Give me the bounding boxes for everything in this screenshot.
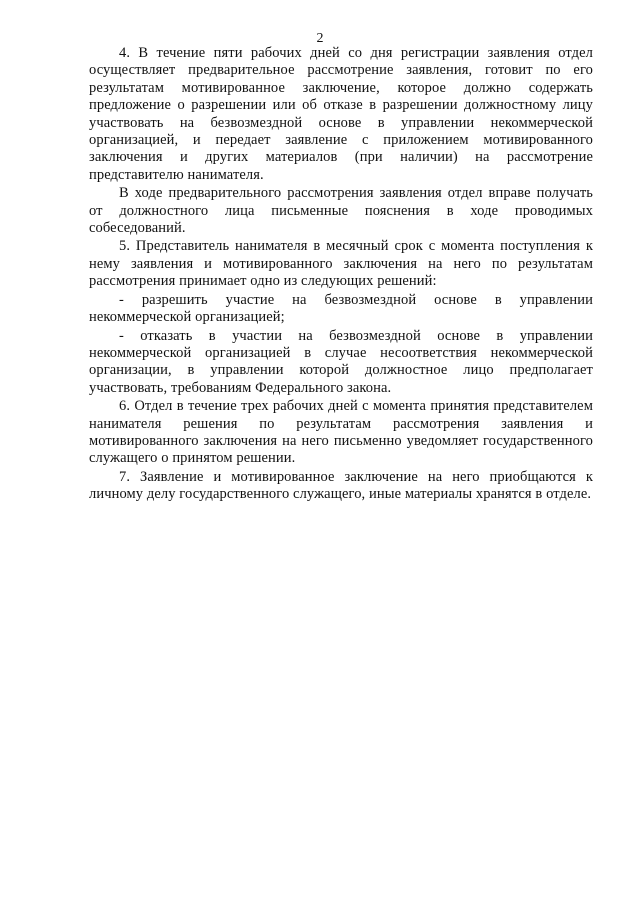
document-body bbox=[89, 45, 593, 505]
paragraph-item-7: 7. Заявление и мотивированное заключение на него приобщаются к личному делу государственного служащего, иные материалы хранятся в отделе. bbox=[89, 468, 593, 503]
page-number: 2 bbox=[316, 31, 324, 46]
paragraph-item-6: 6. Отдел в течение трех рабочих дней с момента принятия представителем нанимателя решения по результатам рассмотрения заявления и мотивированного заключения на него письменно уведомляет государственного служащего о принятом решении. bbox=[89, 398, 593, 467]
paragraph-item-5: 5. Представитель нанимателя в месячный срок с момента поступления к нему заявления и мотивированного заключения на него по результатам рассмотрения принимает одно из следующих решений: bbox=[89, 238, 593, 290]
paragraph-decision-refuse: - отказать в участии на безвозмездной основе в управлении некоммерческой организацией в случае несоответствия некоммерческой организации, в управлении которой должностное лицо предполагает участвовать, требованиям Федерального закона. bbox=[89, 327, 593, 396]
paragraph-decision-allow: - разрешить участие на безвозмездной основе в управлении некоммерческой организацией; bbox=[89, 291, 593, 326]
paragraph-item-4: 4. В течение пяти рабочих дней со дня регистрации заявления отдел осуществляет предварительное рассмотрение заявления, готовит по его результатам мотивированное заключение, которое должно содержать предложение о разрешении или об отказе в разрешении должностному лицу участвовать на безвозмездной основе в управлении некоммерческой организацией, и передает заявление с приложением мотивированного заключения и других материалов (при наличии) на рассмотрение представителю нанимателя. bbox=[89, 45, 593, 183]
paragraph-preliminary-review: В ходе предварительного рассмотрения заявления отдел вправе получать от должностного лица письменные пояснения в ходе проводимых собеседований. bbox=[89, 185, 593, 237]
